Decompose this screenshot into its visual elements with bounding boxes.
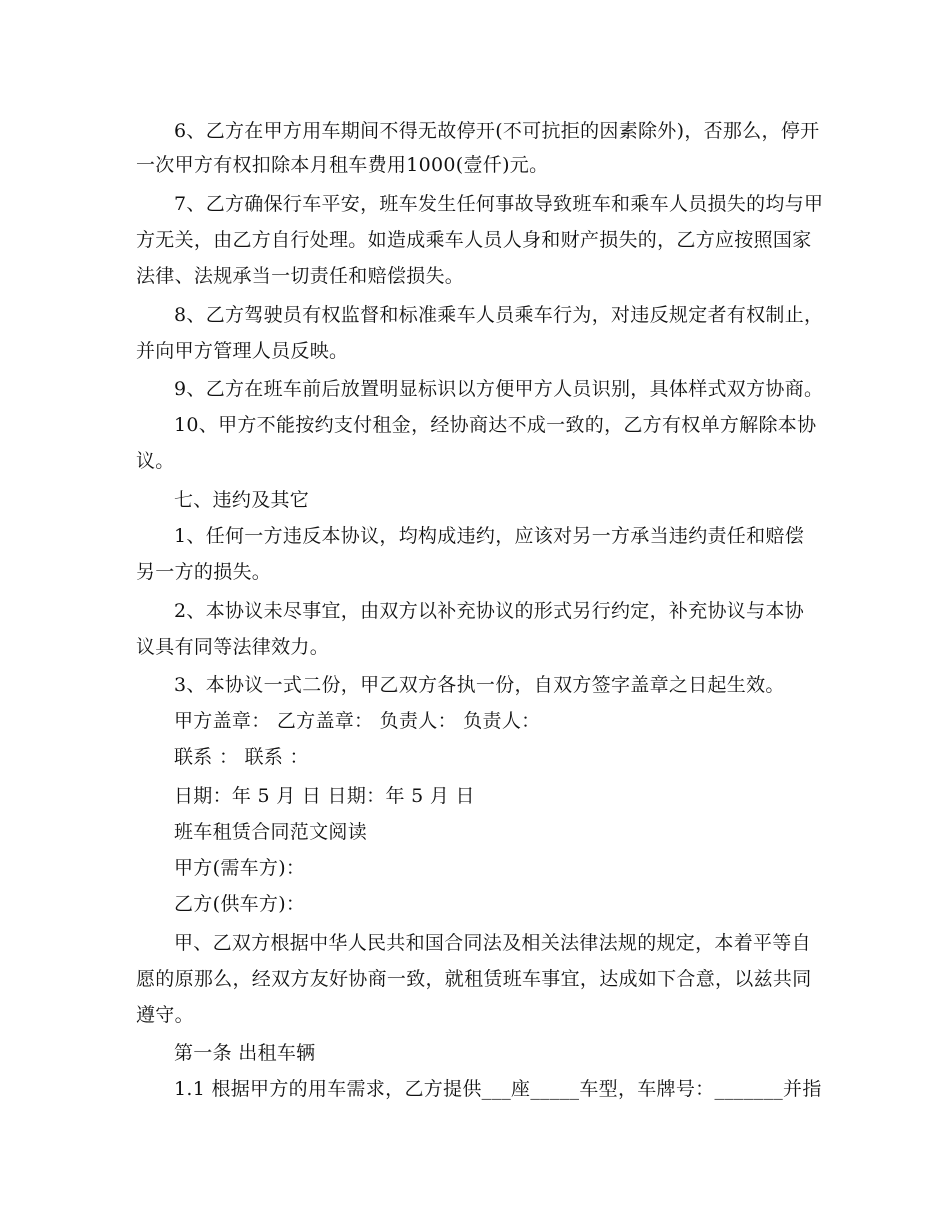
paragraph-line: 日期：年 5 月 日 日期：年 5 月 日 bbox=[174, 785, 475, 807]
paragraph-line: 乙方(供车方)： bbox=[174, 893, 306, 915]
paragraph-line: 2、本协议未尽事宜，由双方以补充协议的形式另行约定，补充协议与本协 bbox=[174, 600, 804, 622]
paragraph-line: 8、乙方驾驶员有权监督和标准乘车人员乘车行为，对违反规定者有权制止， bbox=[174, 304, 824, 326]
paragraph-line: 甲方(需车方)： bbox=[174, 857, 306, 879]
paragraph-line: 9、乙方在班车前后放置明显标识以方便甲方人员识别，具体样式双方协商。 bbox=[174, 378, 824, 400]
paragraph-line: 议具有同等法律效力。 bbox=[136, 636, 330, 658]
paragraph-line: 法律、法规承当一切责任和赔偿损失。 bbox=[136, 265, 465, 287]
paragraph-line: 7、乙方确保行车平安，班车发生任何事故导致班车和乘车人员损失的均与甲 bbox=[174, 193, 824, 215]
paragraph-line: 3、本协议一式二份，甲乙双方各执一份，自双方签字盖章之日起生效。 bbox=[174, 674, 785, 696]
paragraph-line: 联系 ： 联系 ： bbox=[174, 746, 309, 768]
paragraph-line: 1.1 根据甲方的用车需求，乙方提供___座_____车型，车牌号：_______并指 bbox=[174, 1078, 822, 1100]
paragraph-line: 遵守。 bbox=[136, 1004, 194, 1026]
paragraph-line: 七、违约及其它 bbox=[174, 489, 310, 511]
paragraph-line: 一次甲方有权扣除本月租车费用1000(壹仟)元。 bbox=[136, 154, 549, 176]
paragraph-line: 甲、乙双方根据中华人民共和国合同法及相关法律法规的规定，本着平等自 bbox=[174, 932, 811, 954]
paragraph-line: 并向甲方管理人员反映。 bbox=[136, 340, 349, 362]
paragraph-line: 6、乙方在甲方用车期间不得无故停开(不可抗拒的因素除外)，否那么，停开 bbox=[174, 120, 820, 142]
paragraph-line: 议。 bbox=[136, 450, 175, 472]
paragraph-line: 甲方盖章： 乙方盖章： 负责人： 负责人： bbox=[174, 710, 541, 732]
paragraph-line: 10、甲方不能按约支付租金，经协商达不成一致的，乙方有权单方解除本协 bbox=[174, 414, 817, 436]
paragraph-line: 方无关，由乙方自行处理。如造成乘车人员人身和财产损失的，乙方应按照国家 bbox=[136, 229, 812, 251]
paragraph-line: 1、任何一方违反本协议，均构成违约，应该对另一方承当违约责任和赔偿 bbox=[174, 525, 804, 547]
paragraph-line: 另一方的损失。 bbox=[136, 561, 272, 583]
paragraph-line: 愿的原那么，经双方友好协商一致，就租赁班车事宜，达成如下合意，以兹共同 bbox=[136, 968, 812, 990]
paragraph-line: 班车租赁合同范文阅读 bbox=[174, 821, 368, 843]
paragraph-line: 第一条 出租车辆 bbox=[174, 1042, 316, 1064]
